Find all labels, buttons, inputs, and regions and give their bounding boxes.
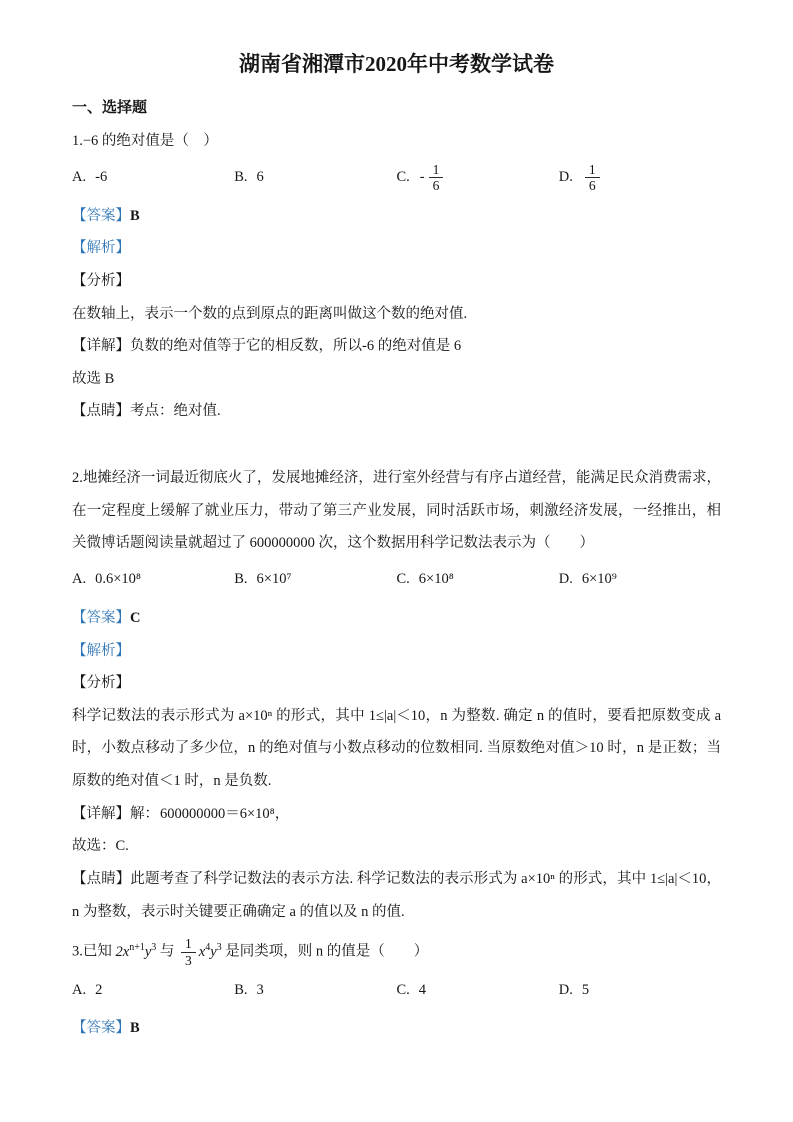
q2-option-b [234,571,396,588]
q2-stem: 2.地摊经济一词最近彻底火了，发展地摊经济，进行室外经营与有序占道经营，能满足民众消费需求，在一定程度上缓解了就业压力，带动了第三产业发展，同时活跃市场，刺激经济发展，一经推出，相关微博话题阅读量就超过了 600000000 次，这个数据用科学记数法表示为（ ） [72,470,721,552]
fraction-numerator: 1 [181,936,196,953]
minus-sign: - [419,169,425,186]
fraction [429,162,444,194]
option-value: 4 [418,981,427,998]
option-value: 2 [95,981,103,998]
option-value: 6×10⁹ [581,571,617,588]
option-label: B. [234,169,248,186]
q2-option-a [72,571,234,588]
q3-stem-mid: 与 [159,943,175,960]
q2-guxuan-line: 故选：C. [72,838,129,855]
question-3 [72,934,721,1045]
question-1 [72,125,721,428]
fraction-numerator: 1 [585,162,600,179]
option-label: C. [396,169,410,186]
dianjing-tag: 【点睛】 [72,403,130,420]
option-label: B. [234,981,248,998]
xiangjie-text: 负数的绝对值等于它的相反数，所以-6 的绝对值是 6 [130,338,462,355]
q3-stem [72,934,721,970]
q2-option-d [559,571,721,588]
q3-term2 [198,941,222,960]
fraction-denominator: 6 [432,178,440,194]
option-value: 3 [256,981,264,998]
q1-option-a [72,169,234,186]
option-label: D. [558,169,573,186]
option-value: 5 [581,981,590,998]
q3-stem-post: 是同类项，则 n 的值是（ ） [225,943,429,960]
fraction [585,162,600,194]
option-label: D. [558,571,573,588]
math-exponent: 3 [216,941,222,953]
q1-fenxi-line [72,265,721,298]
fraction-denominator: 3 [185,952,192,968]
answer-tag: 【答案】 [72,207,130,224]
q1-option-d [559,160,721,196]
q1-option-c [397,160,559,196]
math-base: x [198,943,206,960]
option-value: 6 [256,169,264,186]
answer-value: B [130,1020,140,1037]
xiangjie-tag: 【详解】 [72,338,130,355]
q3-option-a [72,982,234,999]
fraction-denominator: 6 [588,178,596,194]
option-value: 6×10⁸ [418,571,454,588]
option-label: B. [234,571,248,588]
q1-dianjing-line [72,395,721,428]
math-exponent: 3 [151,941,157,953]
fenxi-tag: 【分析】 [72,675,130,692]
spacer [72,428,721,462]
answer-value: B [130,207,140,224]
dianjing-tag: 【点睛】 [72,870,131,887]
dianjing-text: 此题考查了科学记数法的表示方法. 科学记数法的表示形式为 a×10ⁿ 的形式，其中 1≤|a|＜10，n 为整数，表示时关键要正确确定 a 的值以及 n 的值. [72,870,721,920]
math-base: y [210,943,217,960]
q3-option-c [397,982,559,999]
q3-term1 [115,941,157,960]
q3-option-b [234,982,396,999]
q1-jiexi-line [72,232,721,265]
fraction [181,936,196,968]
math-base: 2x [115,943,130,960]
option-label: C. [396,981,410,998]
q1-options [72,160,721,196]
q2-jiexi-line [72,635,721,668]
q2-option-c [397,571,559,588]
q1-fenxi-text: 在数轴上，表示一个数的点到原点的距离叫做这个数的绝对值. [72,305,468,322]
jiexi-tag: 【解析】 [72,642,130,659]
q2-fenxi-text: 科学记数法的表示形式为 a×10ⁿ 的形式，其中 1≤|a|＜10，n 为整数. 确定 n 的值时，要看把原数变成 a 时，小数点移动了多少位，n 的绝对值与小数点移动的位数相同. 当原数绝对值＞10 时，n 是正数；当原数的绝对值＜1 时，n 是负数. [72,707,721,790]
answer-tag: 【答案】 [72,609,130,626]
q2-options [72,562,721,598]
q3-option-d [559,982,721,999]
math-exponent: 4 [205,941,211,953]
question-2 [72,462,721,928]
q2-fenxi-line [72,667,721,700]
xiangjie-tag: 【详解】 [72,805,130,822]
math-exponent: n+1 [129,941,145,953]
option-label: A. [72,571,87,588]
q1-option-b [234,169,396,186]
q3-answer-line [72,1012,721,1045]
q1-xiangjie-line [72,330,721,363]
q3-options [72,972,721,1008]
q2-xiangjie-line [72,798,721,831]
xiangjie-prefix: 解： [130,805,159,822]
option-value: 0.6×10⁸ [95,571,141,588]
xiangjie-math: 600000000＝6×10⁸， [160,805,290,822]
option-label: C. [396,571,410,588]
option-label: A. [72,169,87,186]
fenxi-tag: 【分析】 [72,272,130,289]
q1-answer-line [72,200,721,233]
q2-dianjing-line [72,863,721,928]
answer-tag: 【答案】 [72,1020,130,1037]
q1-guxuan-line: 故选 B [72,370,115,387]
page-title: 湖南省湘潭市2020年中考数学试卷 [239,52,554,76]
option-value: 6×10⁷ [256,571,292,588]
option-value: -6 [95,169,108,186]
dianjing-text: 考点：绝对值. [130,403,221,420]
section-heading: 一、选择题 [72,100,148,116]
jiexi-tag: 【解析】 [72,240,130,257]
q3-stem-pre: 3.已知 [72,943,112,960]
fraction-numerator: 1 [429,162,444,179]
q2-answer-line [72,602,721,635]
q1-stem: 1.−6 的绝对值是（ ） [72,133,218,149]
option-label: D. [558,981,573,998]
answer-value: C [130,609,141,626]
option-label: A. [72,981,87,998]
math-base: y [144,943,152,960]
